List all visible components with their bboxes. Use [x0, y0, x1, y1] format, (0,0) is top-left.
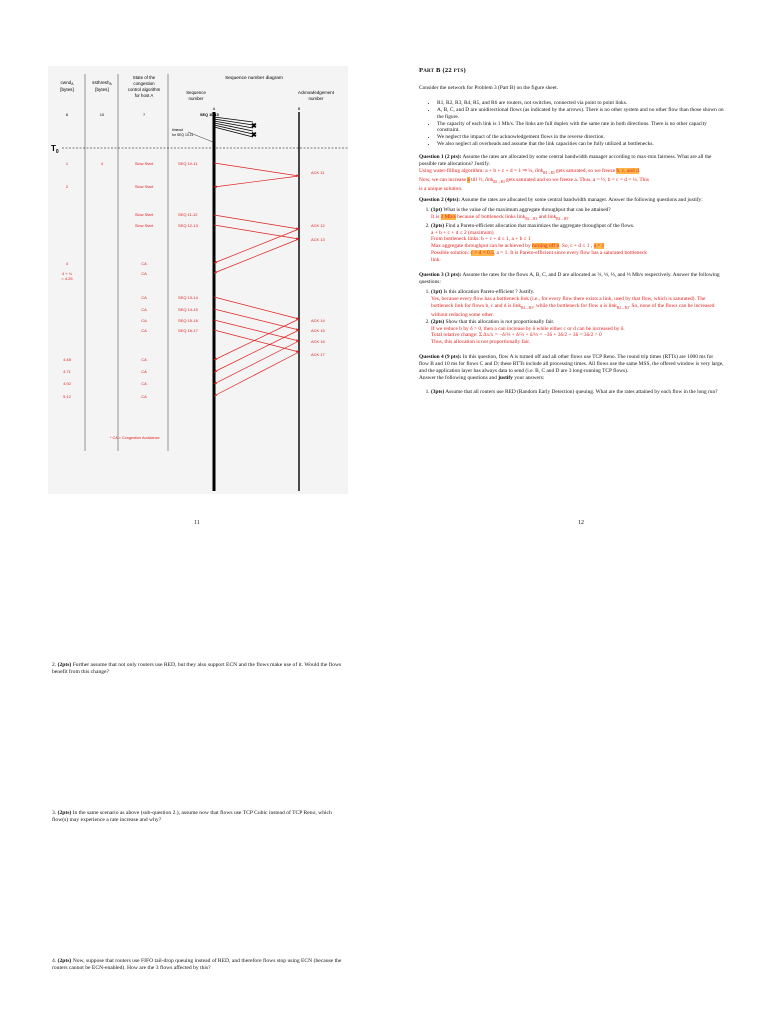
ack-label: ACK 17	[311, 352, 325, 357]
ack-label: ACK 14	[311, 318, 325, 323]
cwnd-value: 2	[65, 184, 69, 189]
q4-item-1	[431, 389, 724, 396]
ack-label: ACK 13	[311, 237, 325, 242]
state-value: CA	[141, 307, 147, 312]
state-value: CA	[141, 295, 147, 300]
q1-answer-text: R4→R5	[543, 171, 555, 176]
q3-i2-answer	[431, 326, 625, 346]
answer-highlight: c = d = 0.5	[470, 250, 494, 257]
sequence-diagram	[48, 66, 348, 494]
q1-answer-text: R2→R3	[493, 180, 505, 185]
q1-highlight: a	[467, 176, 470, 183]
answer-text: . So, none of the flows can be increased without reducing some other.	[431, 302, 715, 318]
q2-subquestions	[419, 207, 724, 264]
state-value: CA	[141, 369, 147, 374]
q3-i1-pts: (1pt)	[431, 288, 443, 295]
state-value: CA	[141, 318, 147, 323]
answer-text: because of bottleneck links link	[455, 213, 526, 220]
timeout-label-1: timeout	[172, 128, 184, 132]
cwnd-value: = 4.25	[61, 276, 73, 281]
q4-instruction-emphasis: justify	[498, 374, 513, 381]
q1-answer-text: till	[469, 176, 479, 183]
initial-state: ?	[142, 112, 146, 117]
host-a-label: A	[212, 107, 216, 111]
seq-label: SEQ 14-15	[178, 307, 198, 312]
answer-text: flow a is link	[588, 302, 617, 309]
answer-highlight: 2 Mb/s	[440, 213, 456, 220]
answer-text: R4→R5	[556, 216, 569, 221]
ellipsis: ...	[228, 122, 232, 127]
answer-highlight: a = 1	[593, 243, 605, 250]
ack-label: ACK 15	[311, 328, 325, 333]
assumption-item: • We neglect the impact of the acknowledgement flows in the reverse direction.	[437, 134, 724, 141]
answer-text: a + b + c + d ≤ 2 (maximum)	[431, 229, 494, 236]
diagram-background	[48, 66, 348, 494]
q3-fractions: ⅔, ⅓, ⅓, and ⅓	[597, 272, 631, 279]
loss-mark-icon: ✖	[251, 132, 257, 139]
state-value: Slow Start	[134, 184, 154, 189]
question-number: 4.	[52, 958, 57, 964]
q1-answer-text: , link	[482, 176, 494, 183]
state-value: CA	[141, 328, 147, 333]
answer-text: link.	[431, 257, 441, 264]
seq-label: SEQ 13-14	[178, 295, 198, 300]
state-value: CA	[141, 394, 147, 399]
state-value: CA	[141, 381, 147, 386]
q3-text: Assume the rates for the flows A, B, C, and D are allocated as	[461, 272, 598, 279]
ack-header-1: Acknowledgement	[298, 90, 334, 95]
q3-i1-answer	[431, 296, 714, 318]
cwnd-header: cwnd$_A$	[60, 80, 74, 87]
answer-text: If we reduce b by δ > 0, then a can increase by δ while either c or d can be increased by δ.	[431, 325, 625, 332]
assumption-item: • A, B, C, and D are unidirectional flows (as indicated by the arrows). There is no other system and no other flow than those shown on the figure.	[437, 107, 724, 121]
answer-text: R2→R3	[616, 305, 629, 310]
left-question-3	[52, 810, 348, 824]
q3-i2-text: Show that this allocation is	[444, 318, 506, 325]
q1-answer-text: is a unique solution.	[419, 185, 463, 192]
initial-seq: SEQ 10-15	[200, 113, 219, 117]
q4-i1-text: Assume that all routers use RED (Random Early Detection) queuing. What are the rates attained by each flow in the long run?	[444, 388, 718, 395]
assumption-item: • We also neglect all overheads and assume that the link capacities can be fully utilized at bottlenecks.	[437, 141, 724, 148]
q2-i1-pts: (1pt)	[431, 206, 443, 213]
cwnd-unit: [bytes]	[60, 87, 74, 92]
question-3	[419, 272, 724, 286]
assumption-list	[419, 100, 724, 148]
answer-text: Max aggregate throughput can be achieved by	[431, 243, 533, 250]
seq-label: SEQ 11-12	[178, 212, 198, 217]
q2-text: Assume the rates are allocated by some central bandwidth manager. Answer the following questions and justify:	[460, 196, 703, 203]
answer-text: Total relative change: Σ Δx/x = −δ/⅓ + δ/⅔ + δ/⅓ = −3δ + 3δ/2 + 3δ = 3δ/2 > 0	[431, 332, 602, 339]
left-question-2	[52, 662, 348, 676]
state-header-3: control algorithm	[127, 87, 161, 92]
question-number: 3.	[52, 810, 57, 816]
q3-text: Mb/s respectively. Answer the following questions:	[419, 272, 720, 285]
q1-answer-text: .	[638, 167, 641, 174]
question-2	[419, 197, 724, 204]
assumption-item: • The capacity of each link is 1 Mb/s. The links are full duplex with the same rate in both directions. There is no other capacity constraint.	[437, 121, 724, 135]
t0-label: $T_0$	[51, 144, 59, 155]
answer-text: Yes, because every flow has a bottleneck link (i.e., for every flow there exists a link, used by that flow, which is saturated). The bottleneck link for flows b, c and d is link	[431, 295, 706, 309]
q1-text: Assume the rates are allocated by some central bandwidth manager according to max-min fairness. What are all the possible rate allocations? Justify.	[419, 154, 712, 168]
seq-header-1: Sequence	[186, 90, 206, 95]
question-text: Further assume that not only routers use RED, but they also support ECN and the flows make use of it. Would the flows benefit from this change?	[52, 662, 342, 675]
q3-subquestions	[419, 289, 724, 346]
initial-ssthresh: 10	[99, 112, 105, 117]
q3-label: Question 3 (3 pts):	[419, 272, 462, 279]
right-page	[419, 68, 724, 396]
q3-i1-text: Is this allocation Pareto-efficient ? Justify.	[442, 288, 535, 295]
q4-subquestions	[419, 389, 724, 396]
answer-text: R2→R3	[525, 216, 538, 221]
q1-answer-text: gets saturated, so we freeze	[554, 167, 617, 174]
q1-answer-text: gets saturated and so we freeze a. Thus, a = ½, b = c = d = ¼. This	[504, 176, 649, 183]
cwnd-value: 5.12	[63, 394, 71, 399]
q2-i2-text: Find a Pareto-efficient allocation that maximizes the aggregate throughput of the flows.	[444, 222, 635, 229]
q2-i2-answer	[431, 230, 647, 264]
answer-highlight: turning off b	[532, 243, 560, 250]
cwnd-value: 4.48	[63, 357, 71, 362]
part-b-title: Part B (22 pts)	[419, 67, 466, 74]
state-value: Slow Start	[134, 161, 154, 166]
q2-item-1	[431, 207, 724, 223]
q3-i2-pts: (2pts)	[431, 318, 445, 325]
page-number-left: 11	[194, 520, 200, 526]
seq-label: SEQ 12-13	[178, 223, 198, 228]
q3-item-2	[431, 319, 724, 347]
state-value: Slow Start	[134, 212, 154, 217]
q4-i1-pts: (3pts)	[431, 388, 445, 395]
question-4	[419, 354, 724, 382]
q1-label: Question 1 (2 pts):	[419, 154, 462, 161]
question-text: In the same scenario as above (sub-question 2.), assume now that flows use TCP Cubic instead of TCP Reno, which flow(s) may experience a rate increase and why?	[52, 810, 332, 823]
state-value: Slow Start	[134, 223, 154, 228]
q1-answer-text: Using water-filling algorithm: a + b + c + d = 1 ⇒	[419, 167, 529, 174]
question-text: Now, suppose that routers use FIFO tail-drop queuing instead of RED, and therefore flows stop using ECN (because the routers cannot be ECN-enabled). How are the 3 flows affected by this?	[52, 958, 342, 971]
answer-text: R4→R5	[521, 305, 534, 310]
question-1	[419, 154, 724, 168]
q1-answer-text: , link	[532, 167, 544, 174]
cwnd-value: 4	[65, 261, 69, 266]
cwnd-value: 4 + ¼	[61, 271, 73, 276]
answer-text: From bottleneck links: b + c + d ≤ 1, a + b ≤ 1	[431, 236, 531, 243]
question-points: (2pts)	[57, 810, 72, 816]
q3-i2-emphasis: not	[505, 318, 513, 325]
seq-label: SEQ 16-17	[178, 328, 198, 333]
q1-answer-text: Now, we can increase	[419, 176, 468, 183]
q2-label: Question 2 (4pts):	[419, 196, 461, 203]
q3-i2-text: proportionally fair.	[512, 318, 555, 325]
q1-answer-text: ¼	[528, 167, 533, 174]
seq-label: SEQ 15-16	[178, 318, 198, 323]
footnote: * CA = Congestion Avoidance	[110, 436, 160, 440]
state-header-2: congestion	[133, 81, 155, 86]
q2-i2-pts: (3pts)	[431, 222, 445, 229]
q2-item-2	[431, 223, 724, 264]
ack-label: ACK 16	[311, 339, 325, 344]
timeout-label-2: for SEQ 10-11	[172, 133, 194, 137]
loss-mark-icon: ✖	[251, 123, 257, 130]
q3-item-1	[431, 289, 724, 319]
answer-text: and link	[537, 213, 557, 220]
answer-text: It is	[431, 213, 441, 220]
ack-label: ACK 12	[311, 223, 325, 228]
q1-answer	[419, 168, 724, 193]
seq-diagram-header: Sequence number diagram	[225, 76, 283, 81]
ssthresh-value: 4	[100, 161, 104, 166]
cwnd-value: 1	[65, 161, 69, 166]
q4-instruction: your answers:	[512, 374, 545, 381]
initial-cwnd: 6	[65, 112, 69, 117]
answer-text: .	[568, 213, 570, 220]
question-number: 2.	[52, 662, 57, 668]
seq-header-2: number	[188, 96, 204, 101]
seq-label: SEQ 10-11	[178, 161, 198, 166]
q4-label: Question 4 (9 pts):	[419, 354, 462, 361]
q1-answer-text: ½	[478, 176, 483, 183]
state-value: CA	[141, 357, 147, 362]
state-header-4: for host A	[134, 93, 154, 98]
answer-text: Thus, this allocation is not proportionally fair.	[431, 339, 531, 346]
cwnd-value: 4.71	[63, 369, 71, 374]
state-header-1: State of the	[132, 75, 156, 80]
ssthresh-unit: [bytes]	[95, 87, 109, 92]
answer-text: , while the bottleneck for	[533, 302, 588, 309]
state-value: CA	[141, 261, 147, 266]
answer-text: Possible solution:	[431, 250, 471, 257]
q4-instruction: Answer the following questions and	[419, 374, 499, 381]
answer-text: , a = 1. It is Pareto-efficient since every flow has a saturated bottleneck	[493, 250, 647, 257]
left-question-4	[52, 958, 348, 972]
q1-highlight: b, c, and d	[616, 167, 639, 174]
state-value: CA	[141, 271, 147, 276]
ssthresh-header: ssthresh$_A$	[92, 80, 112, 87]
ack-label: ACK 11	[311, 170, 325, 175]
q2-i1-answer	[431, 214, 570, 220]
ack-header-2: number	[308, 96, 324, 101]
question-points: (2pts)	[57, 662, 72, 668]
q2-i1-text: What is the value of the maximum aggregate throughput that can be attained?	[442, 206, 611, 213]
page-number-right: 12	[578, 520, 584, 526]
assumption-item: • R1, R2, R3, R4, R5, and R6 are routers, not switches, connected via point to point links.	[437, 100, 724, 107]
cwnd-value: 4.92	[63, 381, 71, 386]
q4-text: In this question, flow A is turned off and all other flows use TCP Reno. The round trip times (RTTs) are 1000 ms for flow B and 10 ms for flows C and D; these RTTs include all processing times. All flows use the same MSS, the offered window is very large, and the application layer has always data to send (i.e. B, C and D are 3 long-running TCP flows).	[419, 354, 724, 375]
part-b-intro: Consider the network for Problem 3 (Part B) on the figure sheet.	[419, 84, 558, 91]
host-b-label: B	[297, 107, 301, 111]
answer-text: . So, c + d ≤ 1 ,	[559, 243, 594, 250]
question-points: (2pts)	[57, 958, 72, 964]
